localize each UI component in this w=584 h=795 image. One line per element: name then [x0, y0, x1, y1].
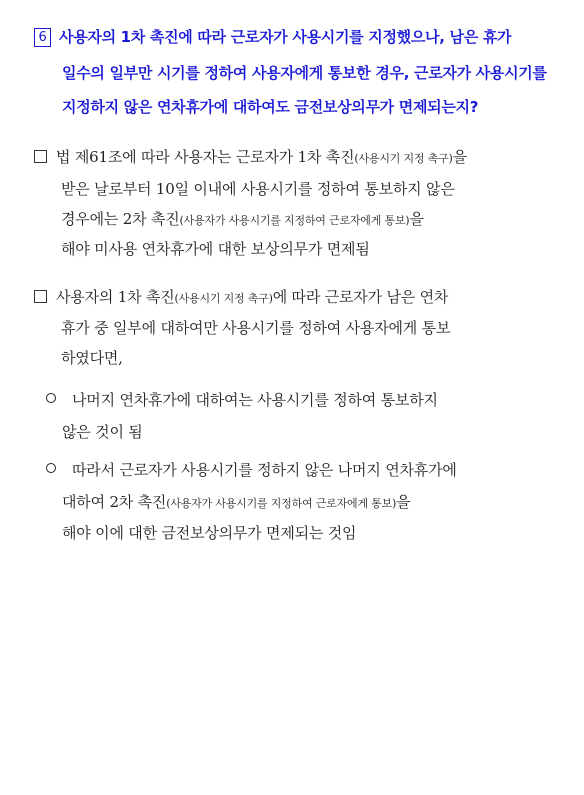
bullet2-line-3: 해야 이에 대한 금전보상의무가 면제되는 것임: [62, 524, 357, 542]
bullet2-line-2: [62, 491, 410, 512]
answer1-line-4: 해야 미사용 연차휴가에 대한 보상의무가 면제됨: [61, 240, 370, 258]
bullet2-line2-note: (사용자가 사용시기를 지정하여 근로자에게 통보): [166, 497, 397, 510]
question-text-line-1: 사용자의 1차 촉진에 따라 근로자가 사용시기를 지정했으나, 남은 휴가: [59, 28, 512, 46]
question-text-line-3: 지정하지 않은 연차휴가에 대하여도 금전보상의무가 면제되는지?: [62, 98, 479, 116]
bullet1-line-1: [46, 389, 438, 410]
question-number-badge: 6: [34, 28, 51, 47]
question-line-1: [34, 26, 511, 47]
answer1-line-1: [34, 146, 540, 167]
answer1-line-2: 받은 날로부터 10일 이내에 사용시기를 정하여 통보하지 않은: [61, 180, 455, 198]
answer1-text-end: 을: [452, 148, 467, 166]
bullet2-text: 따라서 근로자가 사용시기를 정하지 않은 나머지 연차휴가에: [72, 461, 457, 479]
circle-bullet-icon: [46, 393, 56, 403]
square-bullet-icon: [34, 150, 47, 163]
answer1-line-3: [61, 208, 540, 229]
answer1-note: (사용시기 지정 촉구): [354, 152, 453, 165]
bullet2-line2-end: 을: [396, 493, 411, 511]
question-text-line-2: 일수의 일부만 시기를 정하여 사용자에게 통보한 경우, 근로자가 사용시기를: [62, 64, 547, 82]
bullet1-line-2: 않은 것이 됨: [62, 423, 143, 441]
answer2-line-1: [34, 286, 448, 307]
bullet2-line-1: [46, 459, 457, 480]
answer2-text: 사용자의 1차 촉진: [56, 288, 175, 306]
circle-bullet-icon: [46, 463, 56, 473]
answer1-line3-text: 경우에는 2차 촉진: [61, 210, 180, 228]
answer2-line-3: 하였다면,: [61, 349, 123, 367]
answer2-line-2: 휴가 중 일부에 대하여만 사용시기를 정하여 사용자에게 통보: [61, 319, 451, 337]
answer1-text: 법 제61조에 따라 사용자는 근로자가 1차 촉진: [56, 148, 355, 166]
answer1-line3-end: 을: [409, 210, 424, 228]
answer2-note: (사용시기 지정 촉구): [174, 292, 273, 305]
answer2-text-end: 에 따라 근로자가 남은 연차: [272, 288, 449, 306]
bullet2-line2-text: 대하여 2차 촉진: [62, 493, 167, 511]
bullet1-text: 나머지 연차휴가에 대하여는 사용시기를 정하여 통보하지: [72, 391, 438, 409]
square-bullet-icon: [34, 290, 47, 303]
answer1-line3-note: (사용자가 사용시기를 지정하여 근로자에게 통보): [179, 214, 410, 227]
